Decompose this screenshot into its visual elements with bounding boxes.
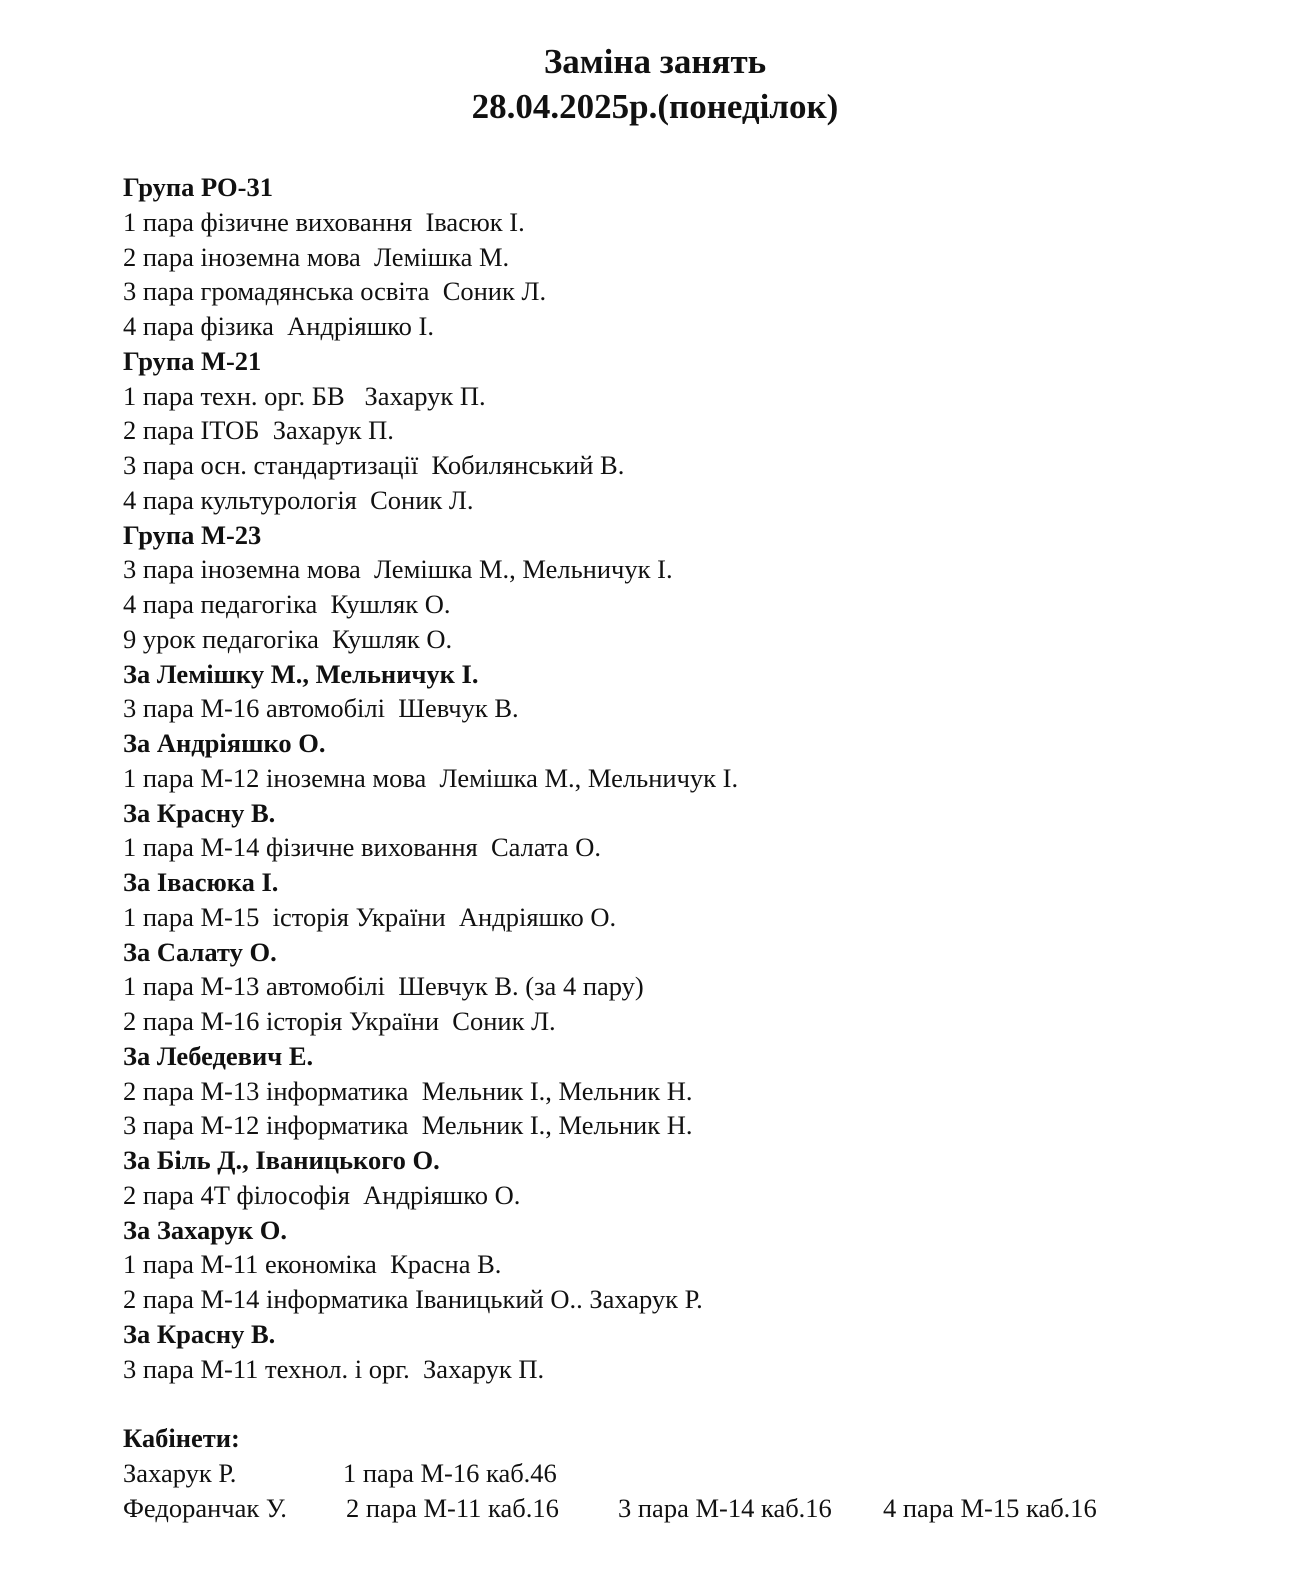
replacement-list (123, 170, 1097, 1525)
replacement-line: 1 пара М-13 автомобілі Шевчук В. (за 4 пару) (123, 971, 644, 1002)
cabinet-teacher: Федоранчак У. (123, 1492, 287, 1523)
section-heading: За Лебедевич Е. (123, 1040, 314, 1071)
cabinet-entry: 4 пара М-15 каб.16 (883, 1492, 1097, 1523)
replacement-line: 2 пара ІТОБ Захарук П. (123, 415, 394, 446)
replacement-line: 1 пара М-15 історія України Андріяшко О. (123, 901, 617, 932)
section-heading: За Красну В. (123, 1318, 276, 1349)
replacement-line: 1 пара М-12 іноземна мова Лемішка М., Мельничук І. (123, 762, 739, 793)
section-heading: За Біль Д., Іваницького О. (123, 1145, 440, 1175)
section-heading: За Захарук О. (123, 1214, 288, 1245)
replacement-line: 1 пара М-11 економіка Красна В. (123, 1249, 502, 1280)
replacement-line: 1 пара М-14 фізичне виховання Салата О. (123, 832, 601, 863)
cabinet-entry: 1 пара М-16 каб.46 (343, 1457, 557, 1488)
replacement-line: 2 пара іноземна мова Лемішка М. (123, 241, 510, 272)
cabinets-heading: Кабінети: (123, 1423, 240, 1453)
section-heading: За Лемішку М., Мельничук І. (123, 658, 479, 689)
section-heading: За Андріяшко О. (123, 728, 326, 758)
spacer (123, 1386, 738, 1421)
section-heading: Група М-21 (123, 345, 262, 376)
cabinet-teacher: Захарук Р. (123, 1457, 237, 1488)
replacement-line: 1 пара фізичне виховання Івасюк І. (123, 206, 525, 237)
replacement-line: 3 пара М-11 технол. і орг. Захарук П. (123, 1353, 545, 1384)
replacement-line: 3 пара осн. стандартизації Кобилянський В. (123, 450, 625, 480)
cabinet-row (123, 1456, 738, 1491)
replacement-line: 3 пара іноземна мова Лемішка М., Мельничук І. (123, 554, 673, 585)
replacement-line: 1 пара техн. орг. БВ Захарук П. (123, 380, 486, 411)
section-heading: Група М-23 (123, 519, 262, 550)
cabinet-row (123, 1491, 1097, 1526)
section-heading: За Івасюка І. (123, 867, 279, 897)
section-heading: За Красну В. (123, 797, 276, 828)
replacement-line: 2 пара М-16 історія України Соник Л. (123, 1006, 556, 1036)
replacement-line: 2 пара М-14 інформатика Іваницький О.. Захарук Р. (123, 1284, 703, 1314)
replacement-line: 3 пара М-12 інформатика Мельник І., Мельник Н. (123, 1110, 693, 1141)
replacement-line: 4 пара культурологія Соник Л. (123, 484, 474, 515)
document-date: 28.04.2025р.(понеділок) (471, 87, 839, 126)
replacement-line: 2 пара 4Т філософія Андріяшко О. (123, 1179, 521, 1210)
cabinet-entry: 3 пара М-14 каб.16 (618, 1492, 832, 1523)
replacement-line: 9 урок педагогіка Кушляк О. (123, 623, 453, 654)
cabinet-entry: 2 пара М-11 каб.16 (346, 1492, 559, 1523)
replacement-line: 2 пара М-13 інформатика Мельник І., Мельник Н. (123, 1075, 693, 1106)
section-heading: Група РО-31 (123, 172, 273, 202)
replacement-line: 4 пара фізика Андріяшко І. (123, 311, 434, 341)
section-heading: За Салату О. (123, 936, 277, 967)
document-title: Заміна занять (543, 42, 767, 81)
replacement-line: 3 пара громадянська освіта Соник Л. (123, 276, 547, 307)
replacement-line: 4 пара педагогіка Кушляк О. (123, 589, 451, 619)
replacement-line: 3 пара М-16 автомобілі Шевчук В. (123, 693, 519, 724)
